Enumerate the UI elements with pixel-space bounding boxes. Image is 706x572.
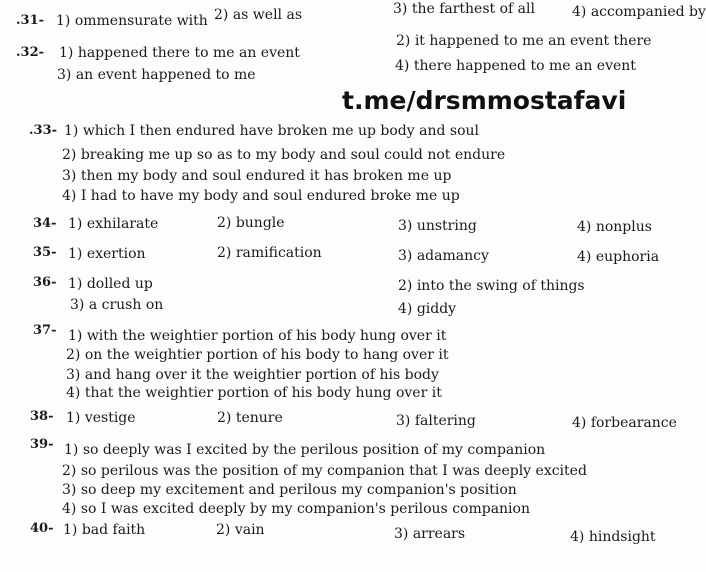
question-37-number: 37- xyxy=(33,323,57,338)
question-33-option-2: 2) breaking me up so as to my body and soul could not endure xyxy=(62,147,506,163)
question-36-option-1: 1) dolled up xyxy=(68,276,153,292)
question-38-option-2: 2) tenure xyxy=(217,410,283,426)
question-38-option-1: 1) vestige xyxy=(66,410,136,426)
question-38-option-4: 4) forbearance xyxy=(572,415,677,431)
question-39-option-1: 1) so deeply was I excited by the perilous position of my companion xyxy=(64,442,546,458)
question-31-number: .31- xyxy=(16,13,45,28)
question-31-option-3: 3) the farthest of all xyxy=(393,1,535,17)
question-40-option-2: 2) vain xyxy=(216,522,265,538)
question-37-option-4: 4) that the weightier portion of his body hung over it xyxy=(66,385,442,401)
question-35-number: 35- xyxy=(33,245,57,260)
question-36-option-4: 4) giddy xyxy=(398,301,457,317)
channel-watermark: t.me/drsmmostafavi xyxy=(342,86,627,115)
question-31-option-1: 1) ommensurate with xyxy=(56,13,208,29)
question-32-option-3: 3) an event happened to me xyxy=(57,67,256,83)
question-34-option-4: 4) nonplus xyxy=(577,219,652,235)
question-34-number: 34- xyxy=(33,216,57,231)
question-35-option-2: 2) ramification xyxy=(217,245,322,261)
question-37-option-2: 2) on the weightier portion of his body to hang over it xyxy=(66,347,449,363)
question-38-number: 38- xyxy=(30,409,54,424)
question-35-option-3: 3) adamancy xyxy=(398,248,489,264)
question-37-option-1: 1) with the weightier portion of his body hung over it xyxy=(68,328,447,344)
question-31-option-4: 4) accompanied by xyxy=(572,4,706,20)
question-33-option-1: 1) which I then endured have broken me up body and soul xyxy=(64,123,480,139)
question-33-option-3: 3) then my body and soul endured it has broken me up xyxy=(62,168,452,184)
question-36-number: 36- xyxy=(33,275,57,290)
question-32-option-2: 2) it happened to me an event there xyxy=(396,33,652,49)
question-39-option-4: 4) so I was excited deeply by my companion's perilous companion xyxy=(62,501,530,517)
question-36-option-2: 2) into the swing of things xyxy=(398,278,585,294)
question-40-option-4: 4) hindsight xyxy=(570,529,656,545)
question-38-option-3: 3) faltering xyxy=(396,413,476,429)
question-31-option-2: 2) as well as xyxy=(214,7,303,23)
question-32-number: .32- xyxy=(16,45,45,60)
question-34-option-1: 1) exhilarate xyxy=(68,216,159,232)
question-35-option-4: 4) euphoria xyxy=(577,249,660,265)
question-32-option-4: 4) there happened to me an event xyxy=(395,58,636,74)
question-39-number: 39- xyxy=(30,437,54,452)
question-40-option-3: 3) arrears xyxy=(394,526,466,542)
question-33-number: .33- xyxy=(29,123,58,138)
question-33-option-4: 4) I had to have my body and soul endured broke me up xyxy=(62,188,460,204)
question-32-option-1: 1) happened there to me an event xyxy=(59,45,300,61)
question-34-option-2: 2) bungle xyxy=(217,215,285,231)
question-35-option-1: 1) exertion xyxy=(68,246,146,262)
question-34-option-3: 3) unstring xyxy=(398,218,477,234)
question-36-option-3: 3) a crush on xyxy=(70,297,164,313)
question-37-option-3: 3) and hang over it the weightier portion of his body xyxy=(66,367,439,383)
question-39-option-2: 2) so perilous was the position of my companion that I was deeply excited xyxy=(62,463,587,479)
question-40-option-1: 1) bad faith xyxy=(63,522,146,538)
question-39-option-3: 3) so deep my excitement and perilous my companion's position xyxy=(62,482,517,498)
question-40-number: 40- xyxy=(30,521,54,536)
